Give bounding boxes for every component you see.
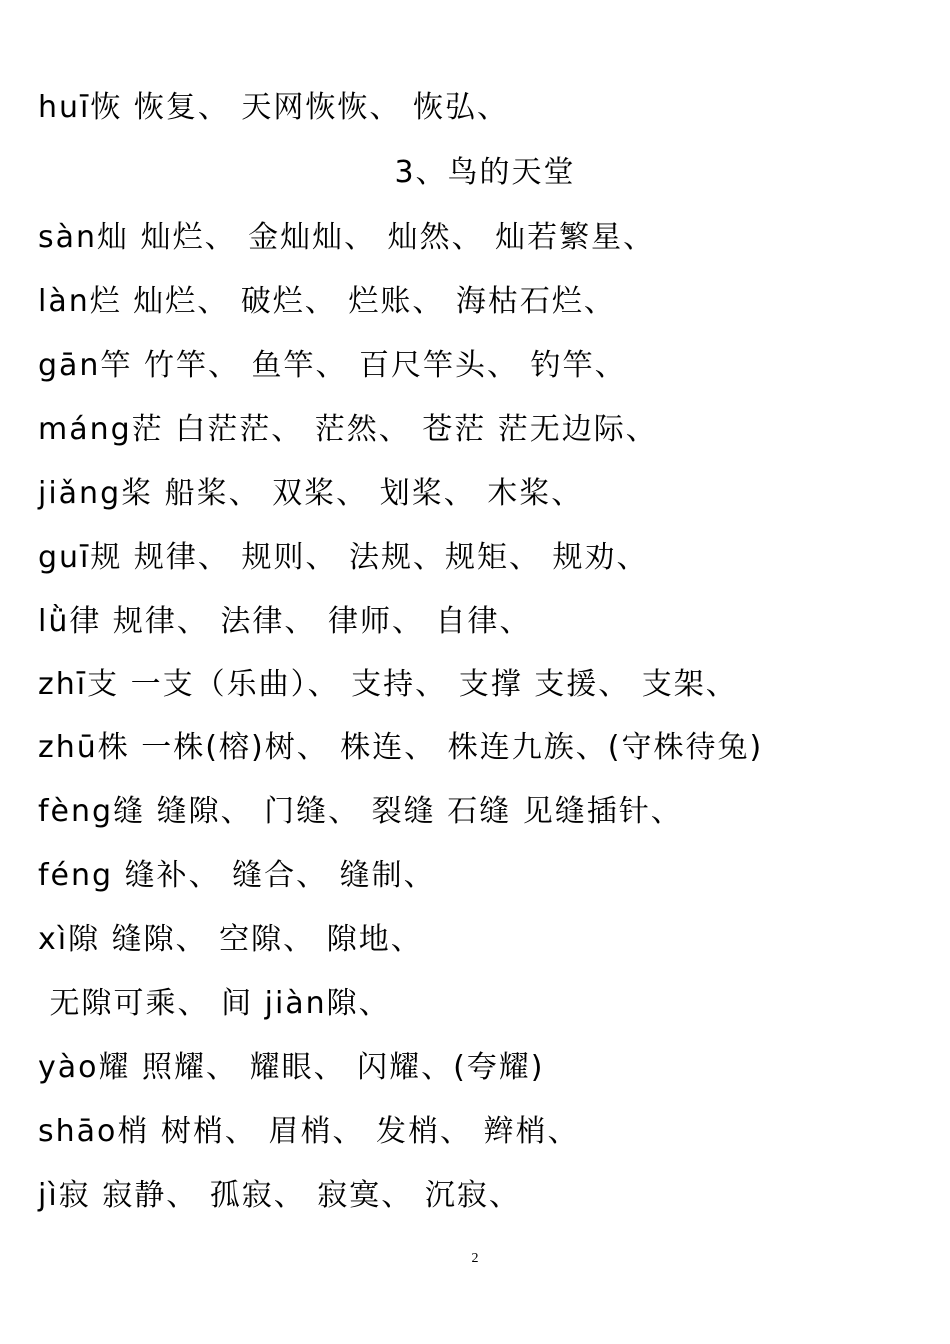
vocab-line-zhi: zhī支 一支（乐曲）、 支持、 支撑 支援、 支架、 <box>38 667 738 702</box>
lesson-title-text: 3、鸟的天堂 <box>394 155 576 190</box>
vocab-line-shao: shāo梢 树梢、 眉梢、 发梢、 辫梢、 <box>38 1114 580 1149</box>
page-number: 2 <box>471 1251 479 1266</box>
vocab-line-zhu: zhū株 一株(榕)树、 株连、 株连九族、(守株待兔) <box>38 730 764 765</box>
vocab-line-gui: guī规 规律、 规则、 法规、规矩、 规劝、 <box>38 540 649 575</box>
vocab-line-jiang: jiǎng桨 船桨、 双桨、 划桨、 木桨、 <box>38 476 584 511</box>
vocab-line-yao: yào耀 照耀、 耀眼、 闪耀、(夸耀) <box>38 1050 545 1085</box>
lesson-title <box>0 153 950 193</box>
vocab-line-hui: huī恢 恢复、 天网恢恢、 恢弘、 <box>38 90 509 125</box>
vocab-line-gan: gān竿 竹竿、 鱼竿、 百尺竿头、 钓竿、 <box>38 348 627 383</box>
vocab-line-feng2: féng 缝补、 缝合、 缝制、 <box>38 858 436 893</box>
vocab-line-mang: máng茫 白茫茫、 茫然、 苍茫 茫无边际、 <box>38 412 658 447</box>
vocab-line-xi-continued: 无隙可乘、 间 jiàn隙、 <box>38 986 391 1021</box>
vocab-line-lv: lǜ律 规律、 法律、 律师、 自律、 <box>38 604 532 639</box>
vocab-line-feng4: fèng缝 缝隙、 门缝、 裂缝 石缝 见缝插针、 <box>38 794 683 829</box>
vocab-line-san: sàn灿 灿烂、 金灿灿、 灿然、 灿若繁星、 <box>38 220 656 255</box>
vocab-line-ji: jì寂 寂静、 孤寂、 寂寞、 沉寂、 <box>38 1178 521 1213</box>
vocab-line-xi: xì隙 缝隙、 空隙、 隙地、 <box>38 922 423 957</box>
vocab-line-lan: làn烂 灿烂、 破烂、 烂账、 海枯石烂、 <box>38 284 616 319</box>
